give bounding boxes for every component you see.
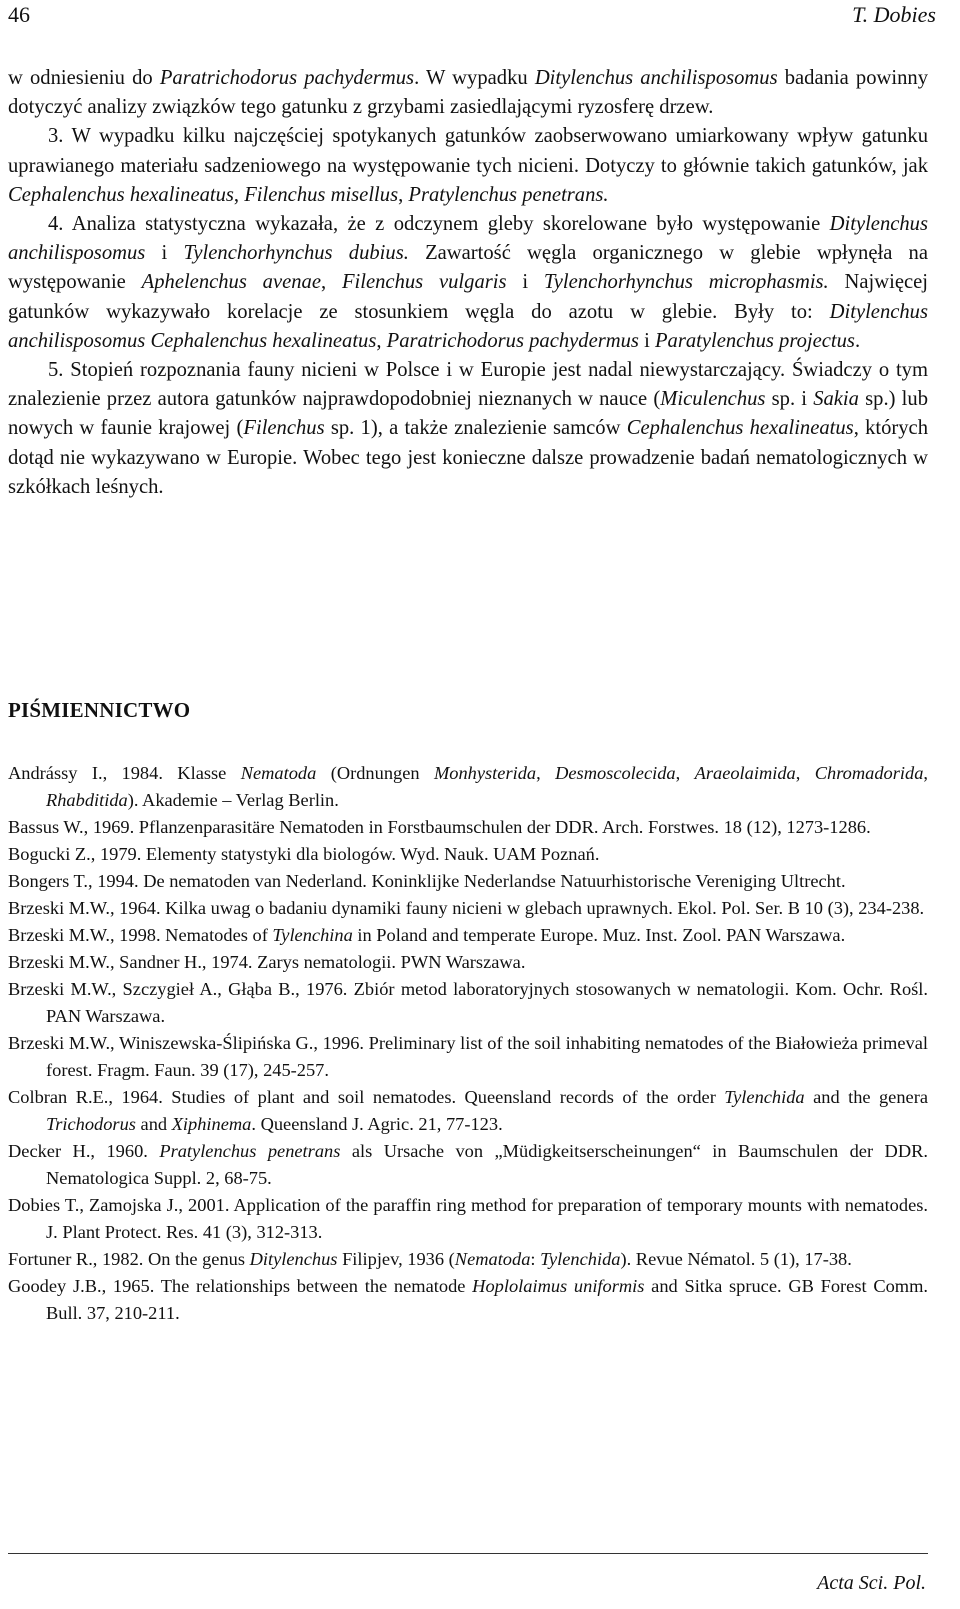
text-run: Najwięcej gatunków wykazywało korelacje ze stosunkiem węgla do azotu w glebie. Były to: — [8, 271, 928, 323]
reference-entry — [8, 895, 928, 922]
italic-text-run: Rhabditida — [46, 790, 128, 810]
paragraph-1 — [8, 64, 928, 122]
italic-text-run: Paratrichodorus pachydermus — [159, 67, 415, 89]
conclusions-text — [8, 64, 928, 502]
text-run: ). Revue Nématol. 5 (1), 17-38. — [620, 1249, 852, 1269]
text-run: and Sitka spruce. GB Forest Comm. Bull. 37, 210-211. — [46, 1276, 929, 1323]
italic-text-run: Ditylenchus anchilisposomus Cephalenchus hexalineatus — [8, 300, 928, 352]
italic-text-run: Tylenchida — [724, 1087, 805, 1107]
text-run: , — [536, 763, 556, 783]
text-run: sp. i — [765, 388, 814, 411]
text-run: , — [675, 763, 695, 783]
italic-text-run: Cephalenchus hexalineatus — [626, 417, 854, 440]
text-run: Bassus W., 1969. Pflanzenparasitäre Nematoden in Forstbaumschulen der DDR. Arch. Forstwes. 18 (12), 1273-1286. — [8, 817, 871, 837]
italic-text-run: Nematoda — [454, 1249, 531, 1269]
italic-text-run: Nematoda — [240, 763, 317, 783]
reference-entry — [8, 976, 928, 1030]
italic-text-run: Ditylenchus anchilisposomus — [534, 67, 778, 89]
italic-text-run: Tylenchina — [272, 925, 353, 945]
text-run: , — [795, 763, 815, 783]
italic-text-run: Trichodorus — [46, 1114, 136, 1134]
text-run: . — [854, 329, 861, 352]
text-run: , których dotąd nie wykazywano w Europie. Wobec tego jest konieczne dalsze prowadzenie badań nematologicznych w szkółkach leśnych. — [8, 417, 928, 498]
text-run: , — [376, 329, 387, 352]
text-run: : — [530, 1249, 541, 1269]
text-run: sp.) lub nowych w faunie krajowej ( — [8, 388, 928, 440]
text-run: als Ursache von „Müdigkeitserscheinungen“ in Baumschulen der DDR. Nematologica Suppl. 2, 68-75. — [46, 1141, 928, 1188]
text-run: and the genera — [804, 1087, 928, 1107]
references-heading: PIŚMIENNICTWO — [8, 698, 191, 722]
text-run: , — [321, 271, 342, 294]
italic-text-run: Pratylenchus penetrans. — [408, 183, 609, 206]
text-run: badania powinny dotyczyć analizy związków tego gatunku z grzybami zasiedlającymi ryzosferę drzew. — [8, 67, 928, 119]
italic-text-run: Hoplolaimus uniformis — [472, 1276, 645, 1296]
italic-text-run: Filenchus — [243, 417, 325, 440]
text-run: i — [145, 242, 184, 265]
italic-text-run: Tylenchorhynchus microphasmis. — [543, 271, 829, 294]
text-run: , — [398, 183, 409, 206]
reference-entry — [8, 1084, 928, 1138]
text-run: Brzeski M.W., Szczygieł A., Głąba B., 1976. Zbiór metod laboratoryjnych stosowanych w nematologii. Kom. Ochr. Rośl. PAN Warszawa. — [8, 979, 928, 1026]
italic-text-run: Pratylenchus penetrans — [159, 1141, 341, 1161]
italic-text-run: Paratylenchus projectus — [654, 329, 855, 352]
text-run: in Poland and temperate Europe. Muz. Inst. Zool. PAN Warszawa. — [352, 925, 846, 945]
text-run: sp. 1), a także znalezienie samców — [324, 417, 627, 440]
italic-text-run: Miculenchus — [660, 388, 766, 411]
text-run: Filipjev, 1936 ( — [337, 1249, 455, 1269]
text-run: Goodey J.B., 1965. The relationships between the nematode — [8, 1276, 473, 1296]
running-header-author: T. Dobies — [852, 2, 936, 27]
italic-text-run: Ditylenchus — [249, 1249, 338, 1269]
footer-journal: Acta Sci. Pol. — [817, 1572, 926, 1594]
text-run: Decker H., 1960. — [8, 1141, 160, 1161]
reference-entry — [8, 1273, 928, 1327]
text-run: Brzeski M.W., 1998. Nematodes of — [8, 925, 273, 945]
paragraph-conclusion-5 — [8, 356, 928, 502]
italic-text-run: Xiphinema — [171, 1114, 252, 1134]
text-run: , — [923, 763, 928, 783]
italic-text-run: Desmoscolecida — [555, 763, 676, 783]
text-run: 4. Analiza statystyczna wykazała, że z odczynem gleby skorelowane było występowanie — [48, 213, 830, 236]
text-run: Andrássy I., 1984. Klasse — [8, 763, 241, 783]
text-run: 5. Stopień rozpoznania fauny nicieni w Polsce i w Europie jest nadal niewystarczający. Świadczy o tym znalezienie przez autora gatunków najprawdopodobniej nieznanych w nauce ( — [8, 359, 928, 411]
reference-entry — [8, 1192, 928, 1246]
paragraph-conclusion-4 — [8, 210, 928, 356]
text-run: Bogucki Z., 1979. Elementy statystyki dla biologów. Wyd. Nauk. UAM Poznań. — [8, 844, 600, 864]
text-run: and — [135, 1114, 172, 1134]
text-run: Bongers T., 1994. De nematoden van Nederland. Koninklijke Nederlandse Natuurhistorische Vereniging Ultrecht. — [8, 871, 846, 891]
references-list — [8, 760, 928, 1327]
reference-entry — [8, 1246, 928, 1273]
text-run: Brzeski M.W., 1964. Kilka uwag o badaniu dynamiki fauny nicieni w glebach uprawnych. Ekol. Pol. Ser. B 10 (3), 234-238. — [8, 898, 925, 918]
italic-text-run: Cephalenchus hexalineatus — [8, 183, 234, 206]
footer-divider — [8, 1553, 928, 1554]
text-run: i — [638, 329, 655, 352]
text-run: . W wypadku — [414, 67, 535, 89]
italic-text-run: Araeolaimida — [694, 763, 796, 783]
italic-text-run: Tylenchida — [540, 1249, 621, 1269]
page-number: 46 — [8, 2, 30, 27]
text-run: Colbran R.E., 1964. Studies of plant and soil nematodes. Queensland records of the order — [8, 1087, 725, 1107]
italic-text-run: Ditylenchus anchilisposomus — [8, 213, 928, 265]
paragraph-conclusion-3 — [8, 122, 928, 210]
reference-entry — [8, 922, 928, 949]
italic-text-run: Aphelenchus avenae — [141, 271, 321, 294]
italic-text-run: Filenchus misellus — [244, 183, 399, 206]
reference-entry — [8, 760, 928, 814]
reference-entry — [8, 1138, 928, 1192]
italic-text-run: Chromadorida — [814, 763, 924, 783]
italic-text-run: Paratrichodorus pachydermus — [386, 329, 639, 352]
text-run: Brzeski M.W., Winiszewska-Ślipińska G., 1996. Preliminary list of the soil inhabiting nematodes of the Białowieża primeval forest. Fragm. Faun. 39 (17), 245-257. — [8, 1033, 928, 1080]
text-run: (Ordnungen — [316, 763, 434, 783]
reference-entry — [8, 1030, 928, 1084]
text-run: , — [233, 183, 245, 206]
italic-text-run: Monhysterida — [433, 763, 537, 783]
text-run: 3. W wypadku kilku najczęściej spotykanych gatunków zaobserwowano umiarkowany wpływ gatunku uprawianego materiału sadzeniowego na występowanie tych nicieni. Dotyczy to głównie takich gatunków, jak — [8, 125, 928, 177]
italic-text-run: Filenchus vulgaris — [341, 271, 507, 294]
reference-entry — [8, 868, 928, 895]
italic-text-run: Sakia — [813, 388, 859, 411]
reference-entry — [8, 949, 928, 976]
reference-entry — [8, 841, 928, 868]
reference-entry — [8, 814, 928, 841]
text-run: . Queensland J. Agric. 21, 77-123. — [251, 1114, 503, 1134]
text-run: Dobies T., Zamojska J., 2001. Application of the paraffin ring method for preparation of temporary mounts with nematodes. J. Plant Protect. Res. 41 (3), 312-313. — [8, 1195, 928, 1242]
text-run: ). Akademie – Verlag Berlin. — [127, 790, 339, 810]
text-run: w odniesieniu do — [8, 67, 160, 89]
text-run: Fortuner R., 1982. On the genus — [8, 1249, 250, 1269]
text-run: Brzeski M.W., Sandner H., 1974. Zarys nematologii. PWN Warszawa. — [8, 952, 526, 972]
italic-text-run: Tylenchorhynchus dubius. — [183, 242, 409, 265]
text-run: Zawartość węgla organicznego w glebie wpłynęła na występowanie — [8, 242, 928, 294]
text-run: i — [506, 271, 544, 294]
